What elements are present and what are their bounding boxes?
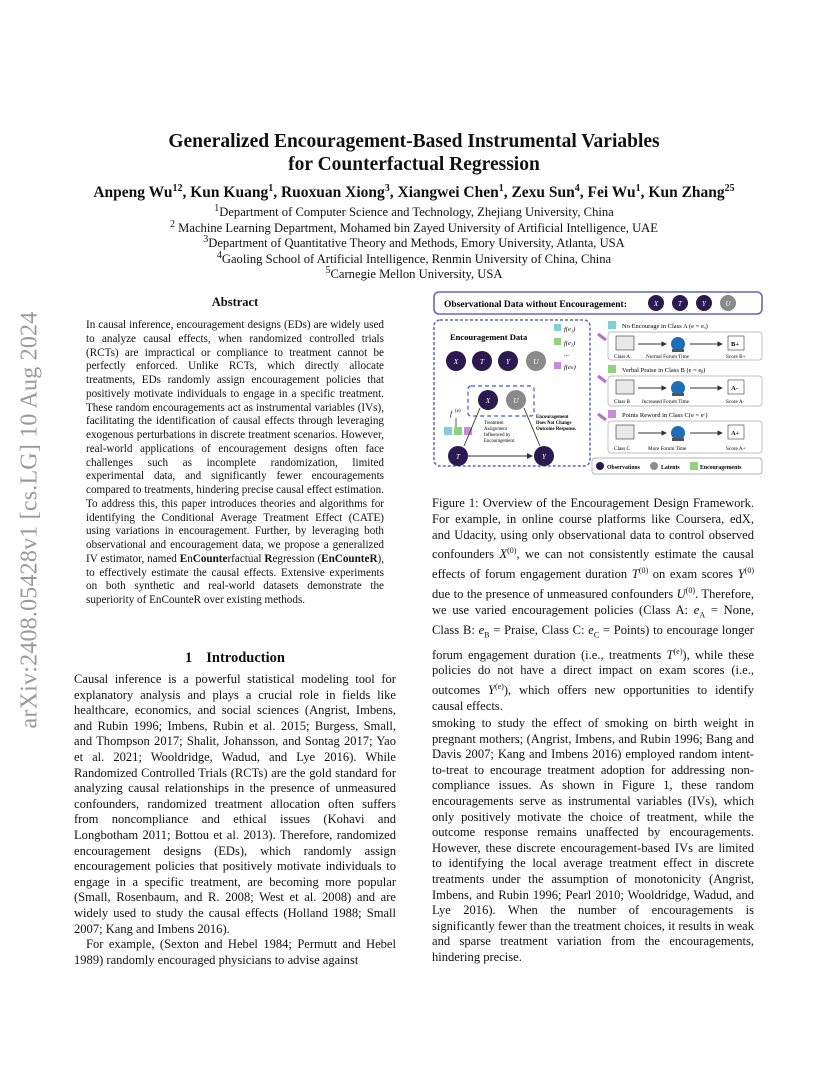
svg-text:Class A: Class A xyxy=(614,354,630,360)
author: Ruoxuan Xiong$^3$ xyxy=(280,182,390,201)
affiliations xyxy=(40,202,788,283)
svg-text:Normal Forum Time: Normal Forum Time xyxy=(646,354,689,360)
svg-text:U: U xyxy=(725,300,731,308)
intro-column-left xyxy=(74,672,396,968)
section-heading-introduction: 1 Introduction xyxy=(185,650,285,666)
banner-node-x xyxy=(648,295,664,311)
title-line-1: Generalized Encouragement-Based Instrumental Variables xyxy=(168,131,660,152)
f-ek: f(eₖ) xyxy=(564,364,576,371)
svg-text:T: T xyxy=(479,357,485,366)
svg-text:Increased Forum Time: Increased Forum Time xyxy=(642,399,689,405)
author: Fei Wu$^1$ xyxy=(587,182,641,201)
paragraph: Causal inference is a powerful statistical modeling tool for explanatory analysis and plays a crucial role in fields like healthcare, economics, and social sciences (Angrist, Imbens, and Rubin 1996; Imbens, Rubin et al. 2015; Burgess, Small, and Thompson 2017; Shalit, Johansson, and Sontag 2017; Yao et al. 2021; Wooldridge, Wadud, and Lye 2016). While Randomized Controlled Trials (RCTs) are the gold standard for analyzing causal relationships in the presence of unmeasured confounders, randomized treatment allocation often suffers from noncompliance and ethical issues (Kohavi and Longbotham 2011; Bottou et al. 2013). Therefore, randomized encouragement designs (EDs), which randomly assign encouragement policies that positively motivate individuals to engage in a specific treatment, are becoming more popular (Small, Rosenbaum, and R. 2008; West et al. 2008) and are widely used to study the causal effects (Holland 1988; Small 2007; Kang and Imbens 2016). xyxy=(74,672,396,936)
svg-text:Class B: Class B xyxy=(614,399,630,405)
enc-node-u xyxy=(526,351,546,371)
svg-text:T: T xyxy=(456,453,460,461)
svg-text:T: T xyxy=(678,300,682,308)
svg-text:X: X xyxy=(453,357,459,366)
arxiv-sidebar xyxy=(10,260,50,780)
affiliation: $^3$Department of Quantitative Theory and Methods, Emory University, Atlanta, USA xyxy=(203,233,625,250)
treatment-text-2: Assignment xyxy=(484,427,507,432)
arxiv-id: arXiv:2408.05428v1 [cs.LG] 10 Aug 2024 xyxy=(16,311,43,729)
svg-text:Y: Y xyxy=(505,357,511,366)
svg-text:No Encourage in Class A (e = e: No Encourage in Class A (e = eₐ) xyxy=(622,323,708,330)
intro-column-right xyxy=(432,716,754,966)
author: Anpeng Wu$^{12}$ xyxy=(93,182,183,201)
bottom-node-y xyxy=(534,446,554,466)
enc-node-y xyxy=(498,351,518,371)
paragraph: smoking to study the effect of smoking on birth weight in pregnant mothers; (Angrist, Imbens, and Rubin 1996; Bang and Davis 2007; Kang and Imbens 2016) employed random intent-to-treat to encourage treatment adoption for addressing non-compliance issues. As shown in Figure 1, these random encouragements serve as instrumental variables (IVs), which only positively motivate the choice of treatment, while the outcome response remains unaffected by encouragements. However, these discrete encouragement-based IVs are limited to identifying the local average treatment effect in discrete treatments under the assumption of monotonicity (Angrist, Imbens, and Rubin 1996; Pearl 2010; Wooldridge, Wadud, and Lye 2016). When the number of encouragements is significantly fewer than the treatment choices, it results in weak and sparse treatment variation from the encouragements, hindering precise. xyxy=(432,716,754,964)
legend-observations: Observations xyxy=(607,465,640,471)
f-dots: ... xyxy=(564,351,569,358)
svg-text:More Forum Time: More Forum Time xyxy=(648,446,687,452)
f-ek-swatch xyxy=(554,362,561,369)
svg-text:Score A+: Score A+ xyxy=(726,446,746,452)
svg-text:U: U xyxy=(513,397,519,405)
svg-text:Score A-: Score A- xyxy=(726,399,745,405)
enc-node-t xyxy=(472,351,492,371)
svg-text:A-: A- xyxy=(731,385,738,392)
encouragement-title: Encouragement Data xyxy=(450,332,528,342)
affiliation: $^1$Department of Computer Science and Technology, Zhejiang University, China xyxy=(214,202,614,219)
enc-node-x xyxy=(446,351,466,371)
inner-node-u xyxy=(506,390,526,410)
class-row-b xyxy=(608,365,762,406)
author: Kun Zhang$^{25}$ xyxy=(648,182,735,201)
figure-1-diagram xyxy=(432,290,764,482)
author: Xiangwei Chen$^1$ xyxy=(397,182,504,201)
banner-node-y xyxy=(696,295,712,311)
svg-text:U: U xyxy=(533,357,539,366)
svg-text:Y: Y xyxy=(702,300,706,308)
f-e2-swatch xyxy=(554,338,561,345)
bottom-node-t xyxy=(448,446,468,466)
outcome-text-3: Outcome Response. xyxy=(536,427,577,432)
inner-node-x xyxy=(478,390,498,410)
author: Kun Kuang$^1$ xyxy=(190,182,274,201)
legend-encouragements: Encouragements xyxy=(700,465,742,471)
paper-title xyxy=(0,130,828,176)
f-e2: f(e₂) xyxy=(564,340,576,347)
author-list: Anpeng Wu$^{12}$, Kun Kuang$^1$, Ruoxuan Xiong$^3$, Xiangwei Chen$^1$, Zexu Sun$^4$, Fei Wu$^1$, Kun Zhang$^{25}$ xyxy=(93,182,735,201)
svg-text:B+: B+ xyxy=(731,341,740,348)
svg-text:Y: Y xyxy=(542,453,546,461)
svg-text:A+: A+ xyxy=(731,430,740,437)
svg-text:Score B+: Score B+ xyxy=(726,354,746,360)
outcome-text-1: Encouragement xyxy=(536,415,569,420)
svg-text:Class C: Class C xyxy=(614,446,630,452)
class-row-a xyxy=(608,321,762,360)
svg-text:Points Reword in Class C(e = e: Points Reword in Class C(e = eᶜ) xyxy=(622,412,708,419)
abstract-body: In causal inference, encouragement designs (EDs) are widely used to analyze causal effects, when randomized controlled trials (RCTs) are impractical or compliance to treatment cannot be perfectly enforced. Unlike RCTs, which directly allocate treatments, EDs randomly assign encouragement policies that positively motivate individuals to engage in a specific treatment. These random encouragements act as instrumental variables (IVs), facilitating the identification of causal effects through leveraging exogenous perturbations in discrete treatment scenarios. However, real-world applications of encouragement designs often face challenges such as incomplete randomization, limited experimental data, and significantly fewer encouragements compared to treatments, hindering precise causal effect estimation. To address this, this paper introduces theories and algorithms for identifying the Conditional Average Treatment Effect (CATE) using variations in encouragement. Further, by leveraging both observational and encouragement data, we propose a generalized IV estimator, named EnCounterfactual Regression (EnCounteR), to effectively estimate the causal effects. Extensive experiments on both synthetic and real-world datasets demonstrate the superiority of EnCounteR over existing methods. xyxy=(86,319,384,606)
banner-label: Observational Data without Encouragement: xyxy=(444,300,627,310)
legend-latents: Latents xyxy=(661,465,680,471)
f-e1: f(e₁) xyxy=(564,326,576,333)
affiliation: $^2$ Machine Learning Department, Mohamed bin Zayed University of Artificial Intelligence, UAE xyxy=(170,218,658,235)
treatment-text-1: Treatment xyxy=(484,421,504,426)
treatment-text-3: Influenced by xyxy=(484,433,511,438)
fe-sup: (e) xyxy=(455,409,461,414)
title-line-2: for Counterfactual Regression xyxy=(288,154,540,175)
class-row-c xyxy=(608,410,762,453)
banner-node-u xyxy=(720,295,736,311)
treatment-text-4: Encouragement. xyxy=(484,439,516,444)
fe-label: f xyxy=(450,409,453,418)
abstract-heading: Abstract xyxy=(211,295,259,309)
svg-text:Verbal Praise in Class B (e =: Verbal Praise in Class B (e = eᵦ) xyxy=(622,367,706,374)
affiliation: $^5$Carnegie Mellon University, USA xyxy=(325,264,503,281)
affiliation: $^4$Gaoling School of Artificial Intelligence, Renmin University of China, China xyxy=(216,249,612,266)
author: Zexu Sun$^4$ xyxy=(511,182,580,201)
svg-text:X: X xyxy=(485,397,491,405)
banner-node-t xyxy=(672,295,688,311)
outcome-text-2: Does Not Change xyxy=(536,421,572,426)
svg-text:X: X xyxy=(653,300,659,308)
paragraph: For example, (Sexton and Hebel 1984; Permutt and Hebel 1989) randomly encouraged physicians to advise against xyxy=(74,937,396,967)
figure-1-caption: Figure 1: Overview of the Encouragement Design Framework. For example, in online course platforms like Coursera, edX, and Udacity, using only observational data to control observed confounders $X^{(0)}$, we can not consistently estimate the causal effects of forum engagement duration $T^{(0)}$ on exam scores $Y^{(0)}$ due to the presence of unmeasured confounders $U^{(0)}$. Therefore, we use varied encouragement policies (Class A: $e_A$ = None, Class B: $e_B$ = Praise, Class C: $e_C$ = Points) to encourage longer forum engagement duration (i.e., treatments $T^{(e)}$), while these policies do not have a direct impact on exam scores (i.e., outcomes $Y^{(e)}$), which offers new opportunities to identify causal effects. xyxy=(432,496,754,714)
f-e1-swatch xyxy=(554,324,561,331)
